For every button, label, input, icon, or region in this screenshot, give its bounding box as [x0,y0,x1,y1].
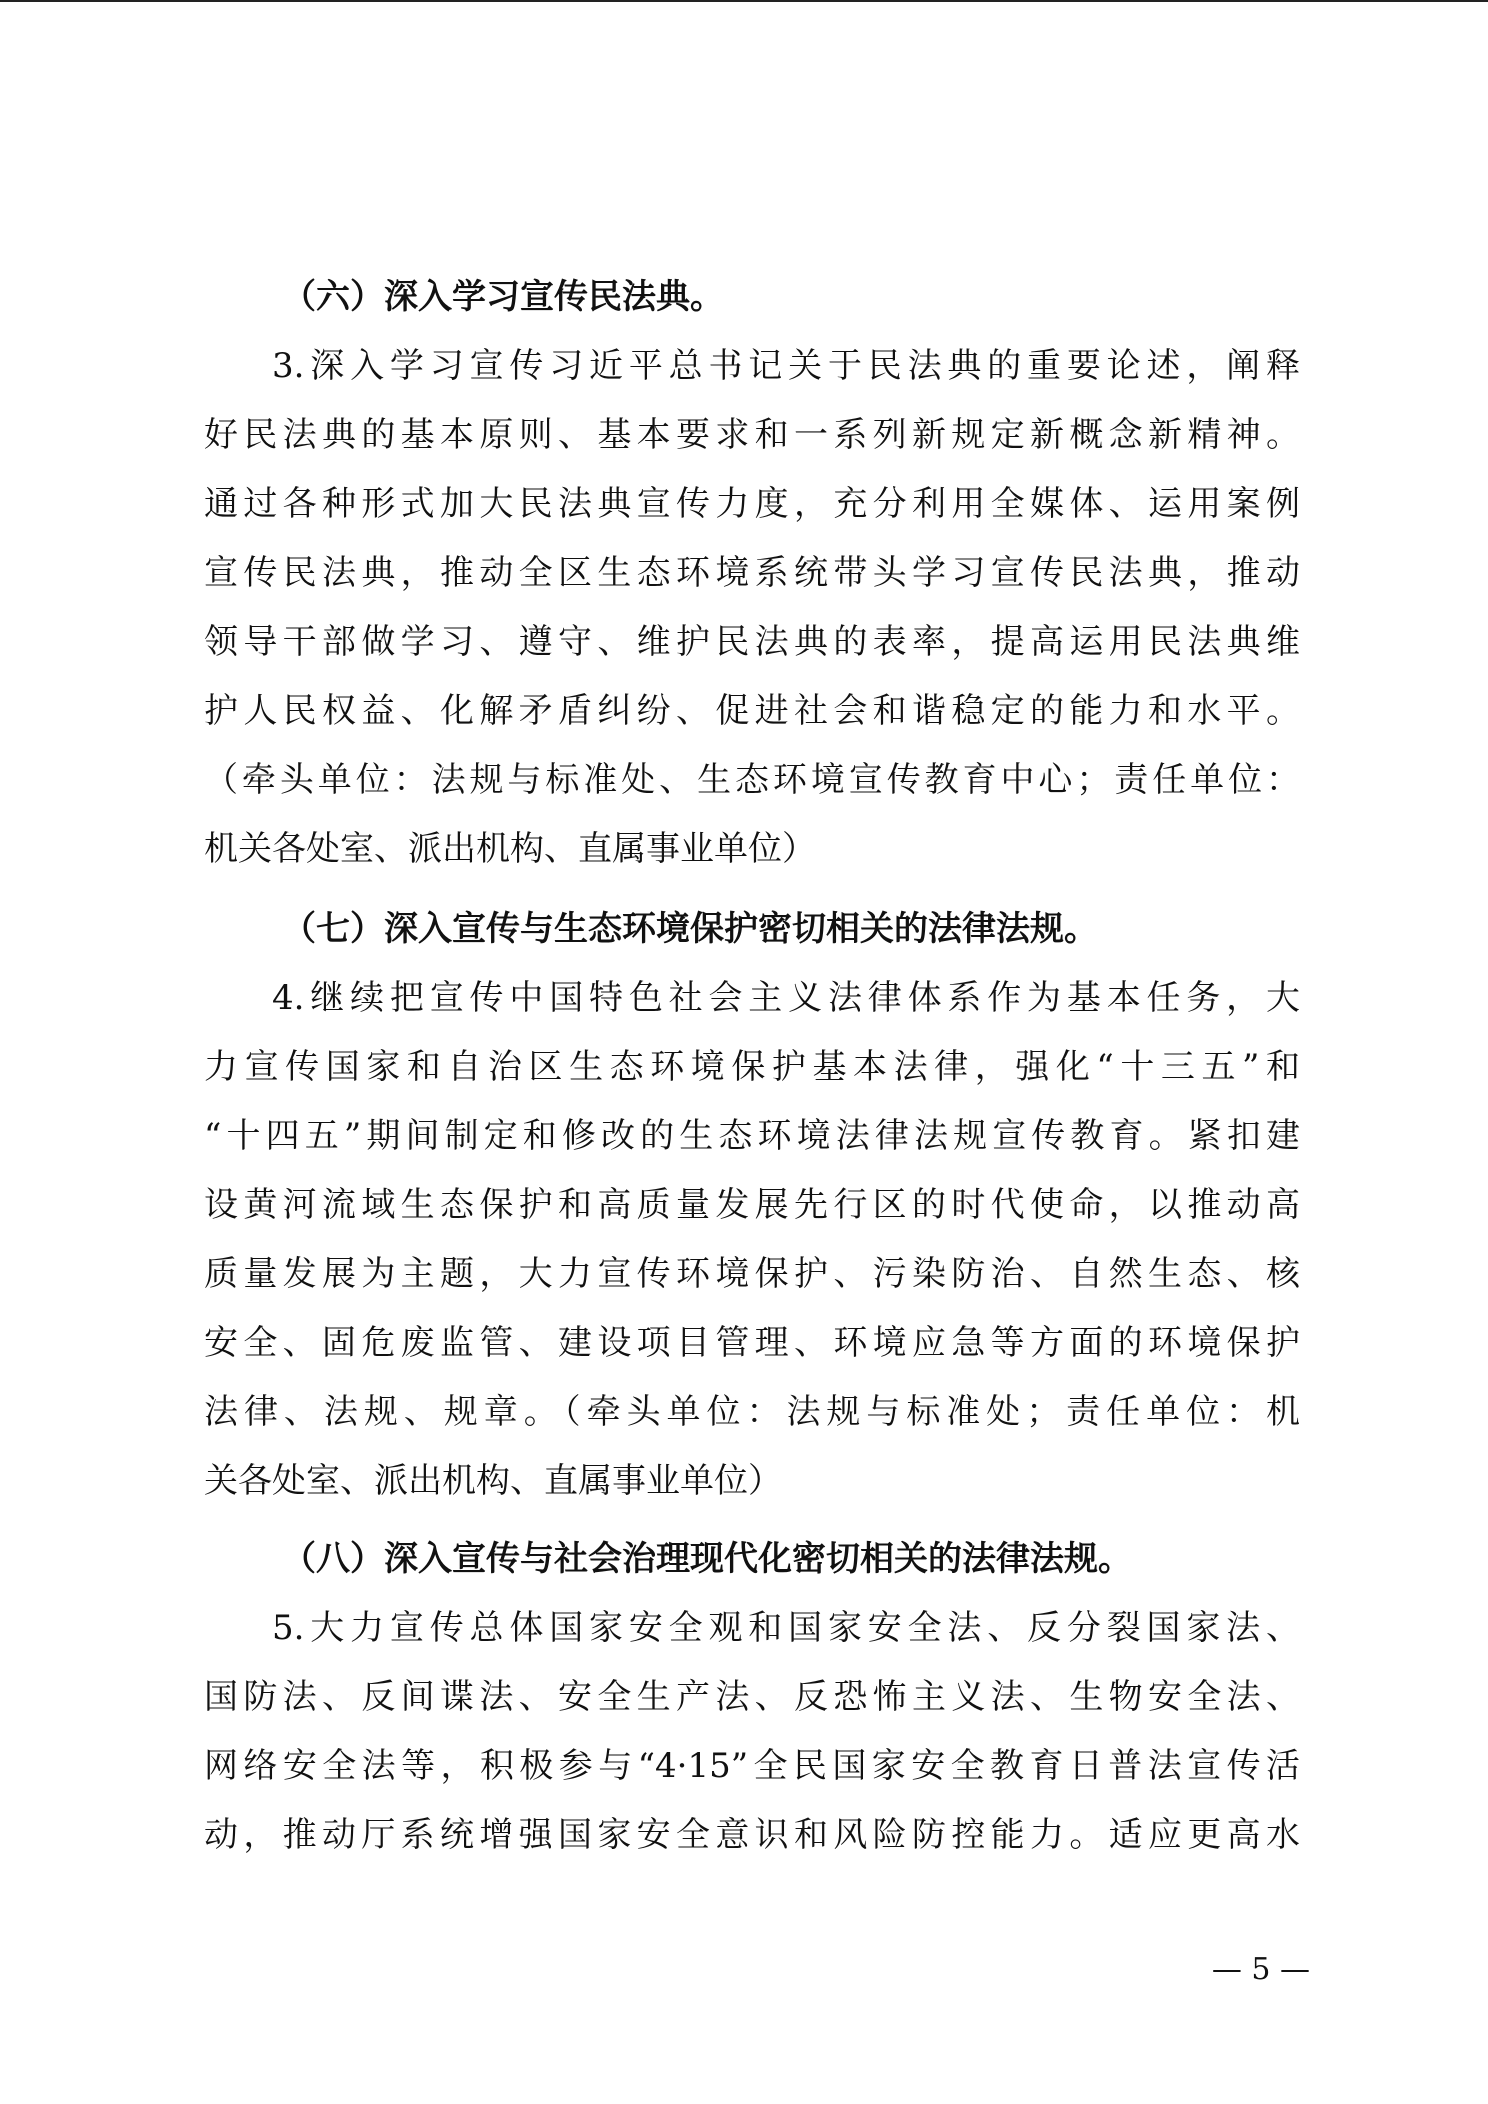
paragraph-5-line-2: 国防法、反间谍法、安全生产法、反恐怖主义法、生物安全法、 [204,1677,1300,1717]
paragraph-4-line-5: 质量发展为主题，大力宣传环境保护、污染防治、自然生态、核 [204,1254,1300,1294]
paragraph-3-line-6: 护人民权益、化解矛盾纠纷、促进社会和谐稳定的能力和水平。 [204,691,1300,731]
paragraph-4-line-3: “十四五”期间制定和修改的生态环境法律法规宣传教育。紧扣建 [204,1116,1300,1156]
top-border [0,0,1488,2]
paragraph-5-line-4: 动，推动厅系统增强国家安全意识和风险防控能力。适应更高水 [204,1815,1300,1855]
paragraph-4-line-6: 安全、固危废监管、建设项目管理、环境应急等方面的环境保护 [204,1323,1300,1363]
page-number: — 5 — [1211,1952,1310,1987]
paragraph-5-line-1: 5.大力宣传总体国家安全观和国家安全法、反分裂国家法、 [272,1608,1300,1648]
paragraph-3-line-2: 好民法典的基本原则、基本要求和一系列新规定新概念新精神。 [204,415,1300,455]
paragraph-4-line-8: 关各处室、派出机构、直属事业单位） [204,1461,782,1501]
paragraph-3-line-1: 3.深入学习宣传习近平总书记关于民法典的重要论述，阐释 [272,346,1300,386]
paragraph-4-line-4: 设黄河流域生态保护和高质量发展先行区的时代使命，以推动高 [204,1185,1300,1225]
heading-eight: （八）深入宣传与社会治理现代化密切相关的法律法规。 [282,1539,1132,1579]
paragraph-3-line-8: 机关各处室、派出机构、直属事业单位） [204,829,816,869]
paragraph-3-line-4: 宣传民法典，推动全区生态环境系统带头学习宣传民法典，推动 [204,553,1300,593]
paragraph-4-line-2: 力宣传国家和自治区生态环境保护基本法律，强化“十三五”和 [204,1047,1300,1087]
paragraph-4-line-1: 4.继续把宣传中国特色社会主义法律体系作为基本任务，大 [272,978,1300,1018]
paragraph-4-line-7: 法律、法规、规章。（牵头单位：法规与标准处；责任单位：机 [204,1392,1300,1432]
paragraph-3-line-5: 领导干部做学习、遵守、维护民法典的表率，提高运用民法典维 [204,622,1300,662]
paragraph-5-line-3: 网络安全法等，积极参与“4·15”全民国家安全教育日普法宣传活 [204,1746,1300,1786]
paragraph-3-line-3: 通过各种形式加大民法典宣传力度，充分利用全媒体、运用案例 [204,484,1300,524]
paragraph-3-line-7: （牵头单位：法规与标准处、生态环境宣传教育中心；责任单位： [204,760,1300,800]
heading-six: （六）深入学习宣传民法典。 [282,277,724,317]
heading-seven: （七）深入宣传与生态环境保护密切相关的法律法规。 [282,909,1098,949]
